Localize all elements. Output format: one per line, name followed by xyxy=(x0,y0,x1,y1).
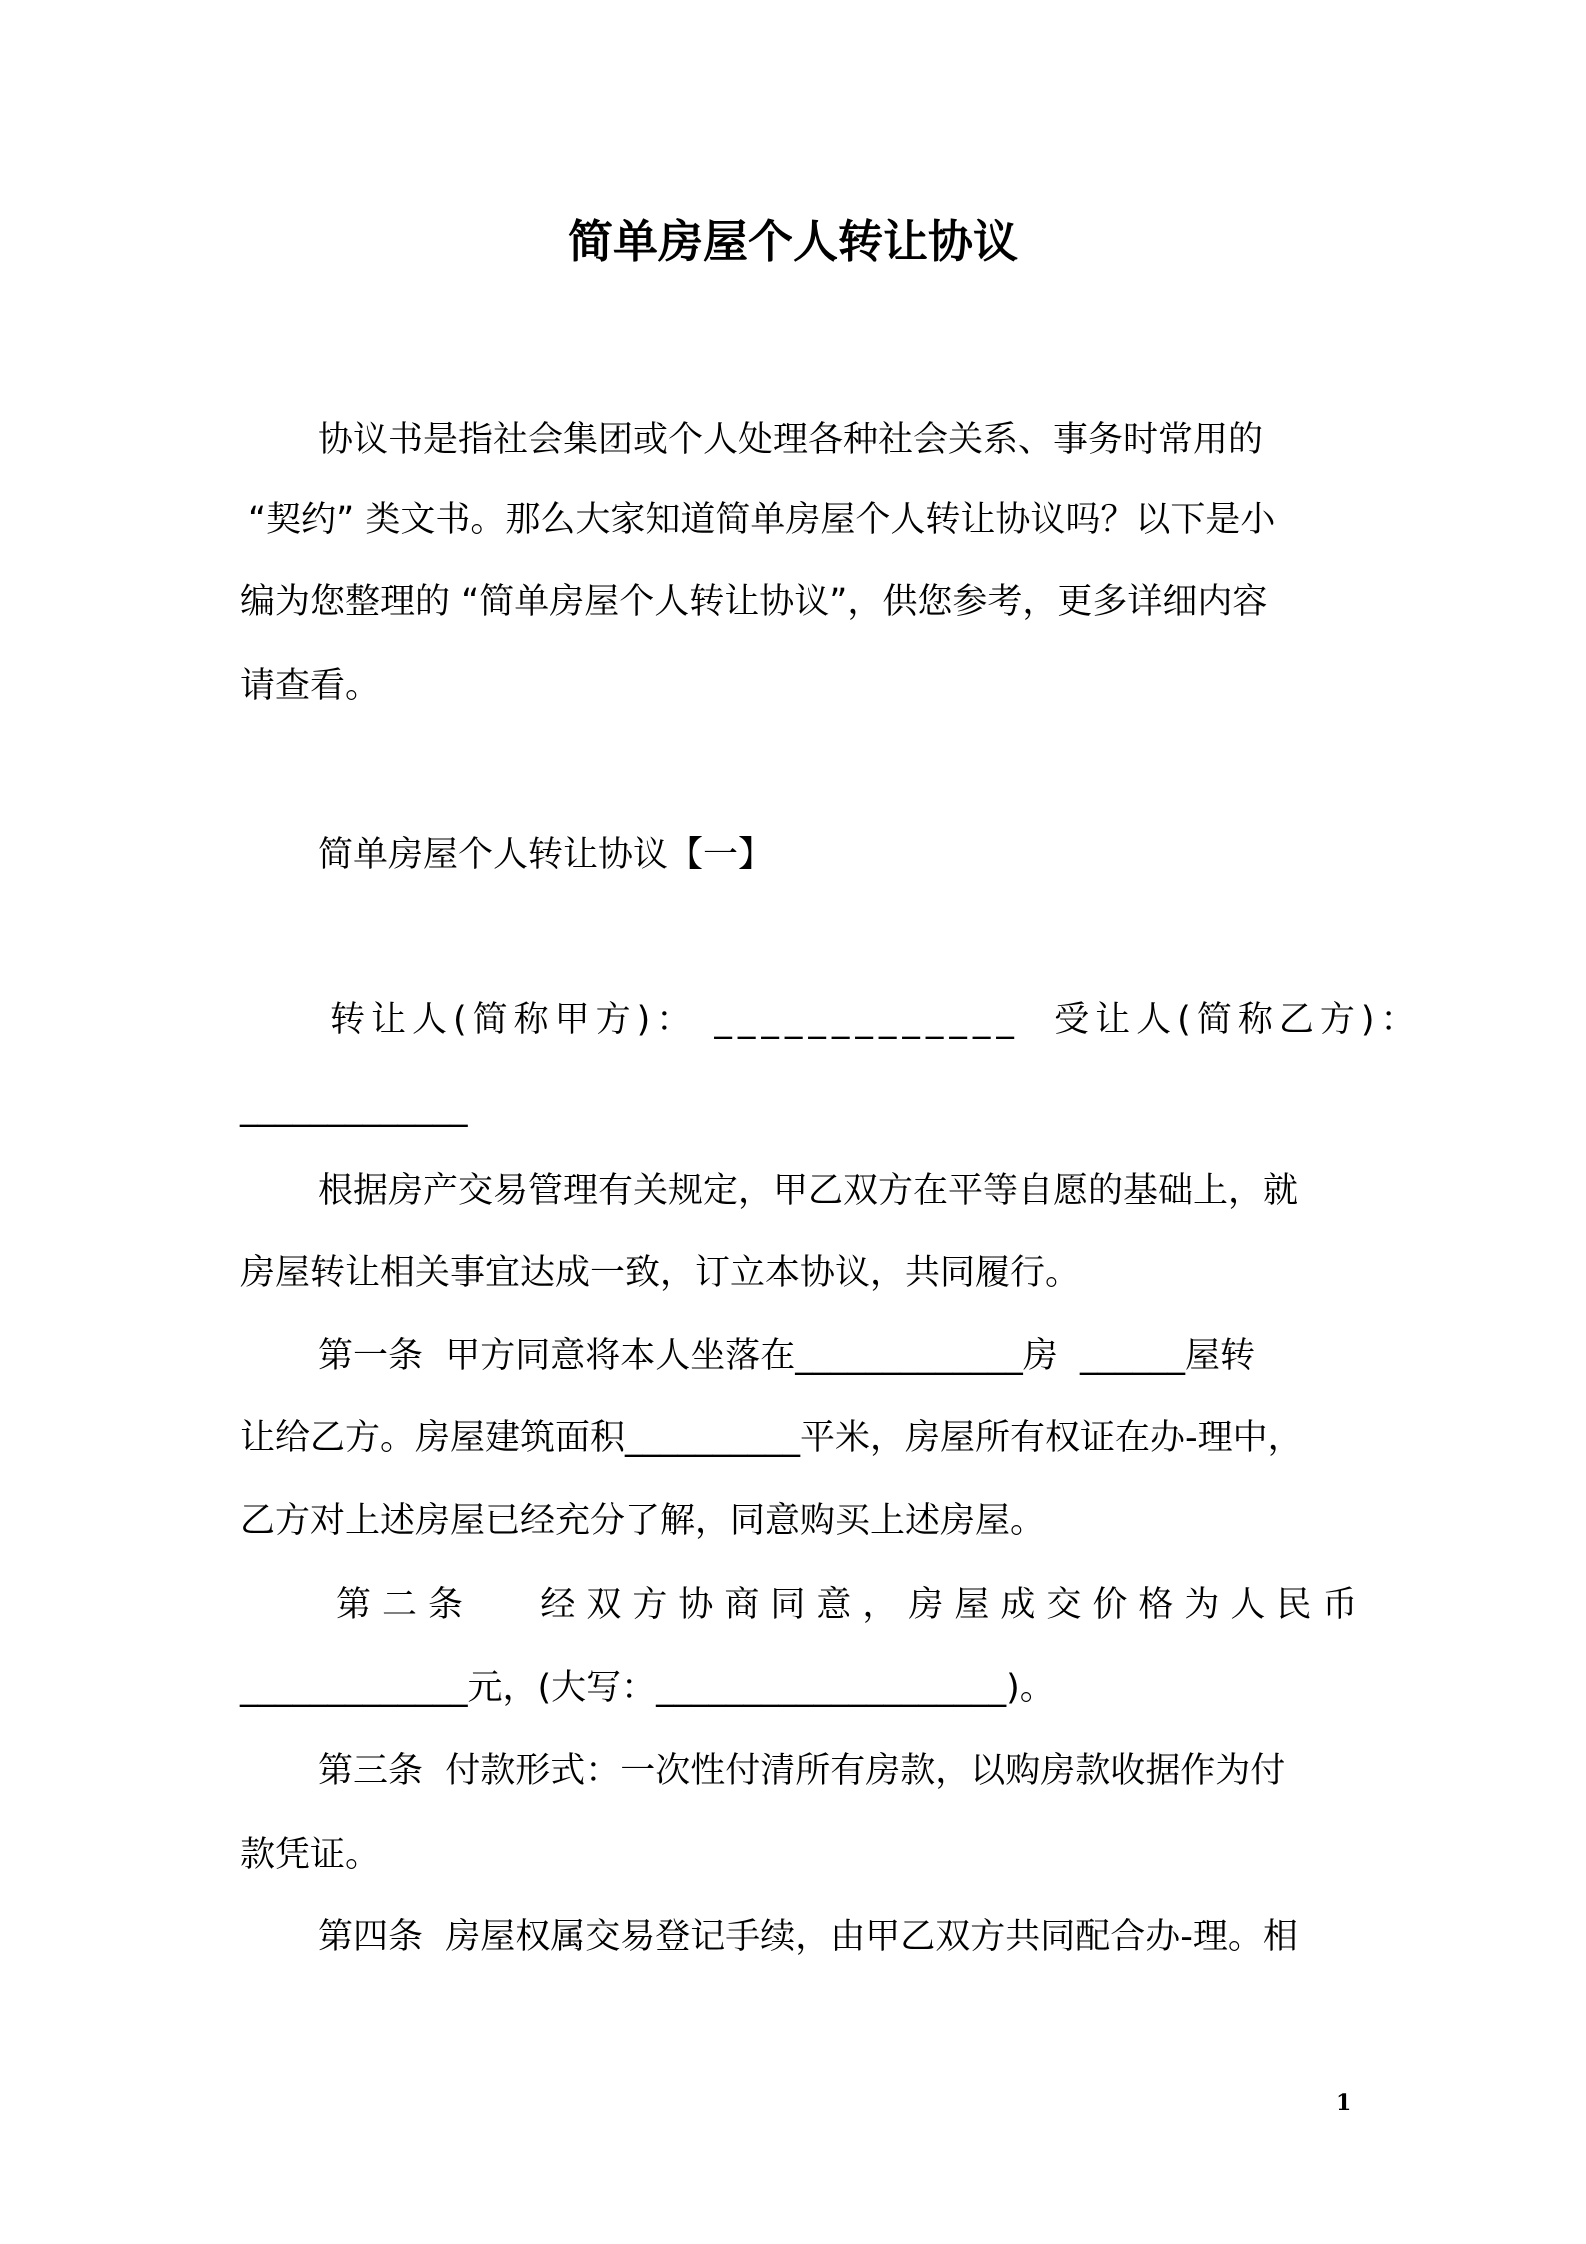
parties-line-1: 转让人(简称甲方)： _____________ 受让人(简称乙方)： xyxy=(330,1000,1422,1040)
intro-line-4: 请查看。 xyxy=(240,666,381,706)
parties-line-2: _____________ xyxy=(240,1088,468,1128)
article-2-line-2: _____________元，(大写：____________________)。 xyxy=(240,1668,1055,1708)
article-4-line-1: 第四条 房屋权属交易登记手续，由甲乙双方共同配合办-理。相 xyxy=(318,1917,1298,1957)
article-1-line-1: 第一条 甲方同意将本人坐落在_____________房 ______屋转 xyxy=(318,1336,1256,1376)
intro-line-1: 协议书是指社会集团或个人处理各种社会关系、事务时常用的 xyxy=(318,420,1264,460)
preamble-line-1: 根据房产交易管理有关规定，甲乙双方在平等自愿的基础上，就 xyxy=(318,1171,1299,1211)
article-3-line-1: 第三条 付款形式：一次性付清所有房款，以购房款收据作为付 xyxy=(318,1751,1286,1791)
intro-line-2: “契约” 类文书。那么大家知道简单房屋个人转让协议吗？以下是小 xyxy=(248,500,1276,540)
article-2-line-1: 第二条 经双方协商同意，房屋成交价格为人民币 xyxy=(336,1585,1369,1625)
article-1-line-3: 乙方对上述房屋已经充分了解，同意购买上述房屋。 xyxy=(240,1501,1046,1541)
article-1-line-2: 让给乙方。房屋建筑面积__________平米，房屋所有权证在办-理中， xyxy=(240,1418,1303,1458)
section-heading: 简单房屋个人转让协议【一】 xyxy=(318,835,774,875)
article-3-line-2: 款凭证。 xyxy=(240,1835,381,1875)
intro-line-3: 编为您整理的 “简单房屋个人转让协议”，供您参考，更多详细内容 xyxy=(240,582,1268,622)
document-title: 简单房屋个人转让协议 xyxy=(567,215,1018,268)
preamble-line-2: 房屋转让相关事宜达成一致，订立本协议，共同履行。 xyxy=(240,1253,1081,1293)
page-number: 1 xyxy=(1336,2090,1352,2116)
